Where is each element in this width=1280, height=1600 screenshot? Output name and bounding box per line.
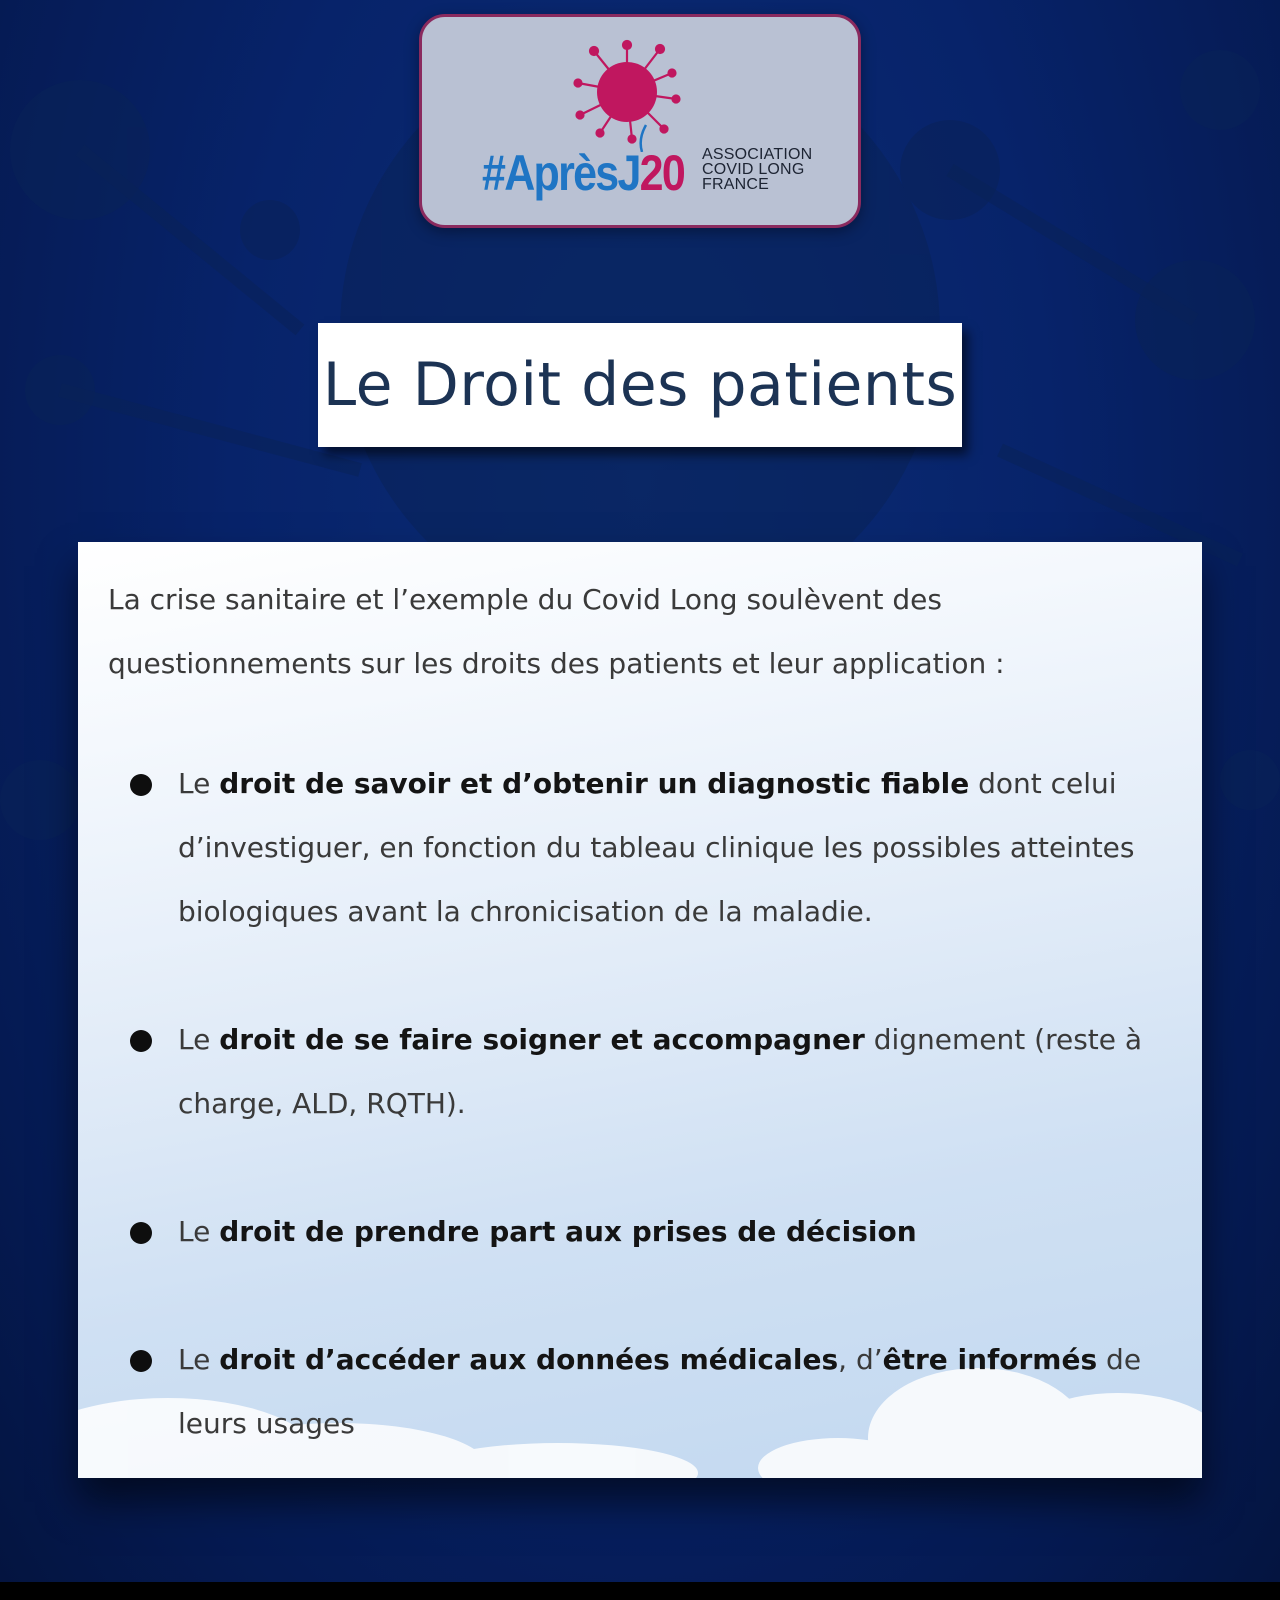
bullet-dot-icon [130, 774, 152, 796]
page-title: Le Droit des patients [322, 350, 958, 420]
list-item [130, 752, 1170, 944]
list-item-rest: dont celui d’investiguer, en fonction du tableau clinique les possibles atteintes biologiques avant la chronicisation de la maladie. [178, 767, 1135, 928]
list-item-lead: Le [178, 1215, 220, 1248]
logo-association-line: COVID LONG [702, 161, 805, 178]
title-box [318, 323, 962, 447]
list-item [130, 1008, 1170, 1136]
bullet-dot-icon [130, 1222, 152, 1244]
list-item-lead: Le [178, 767, 220, 800]
logo-hashtag [482, 145, 684, 201]
bullet-dot-icon [130, 1350, 152, 1372]
list-item-text [178, 752, 1170, 944]
list-item-text [178, 1328, 1170, 1456]
bullet-dot-icon [130, 1030, 152, 1052]
list-item-strong: droit de prendre part aux prises de décision [219, 1215, 917, 1248]
list-item-lead: Le [178, 1023, 220, 1056]
list-item-lead: Le [178, 1343, 220, 1376]
list-item-strong: droit d’accéder aux données médicales [219, 1343, 839, 1376]
list-item-rest: dignement (reste à charge, ALD, RQTH). [178, 1023, 1143, 1120]
list-item-strong: droit de savoir et d’obtenir un diagnostic fiable [219, 767, 970, 800]
list-item-rest: de leurs usages [178, 1343, 1142, 1440]
content-card [78, 542, 1202, 1478]
list-item-text [178, 1008, 1170, 1136]
logo-hashtag-prefix: #AprèsJ [482, 145, 640, 201]
bottom-strip [0, 1582, 1280, 1600]
logo-card [419, 14, 861, 228]
logo-association-text [702, 147, 812, 192]
list-item-strong: droit de se faire soigner et accompagner [219, 1023, 865, 1056]
logo-hashtag-number: 20 [639, 145, 685, 201]
virus-logo-icon [572, 37, 682, 152]
intro-paragraph: La crise sanitaire et l’exemple du Covid Long soulèvent des questionnements sur les droits des patients et leur application : [108, 583, 1005, 680]
list-item [130, 1328, 1170, 1456]
list-item-rest: , d’ [838, 1343, 883, 1376]
list-item-strong: être informés [882, 1343, 1098, 1376]
list-item-text [178, 1200, 1170, 1264]
logo-association-line: FRANCE [702, 176, 769, 193]
logo-association-line: ASSOCIATION [702, 146, 813, 163]
list-item [130, 1200, 1170, 1264]
